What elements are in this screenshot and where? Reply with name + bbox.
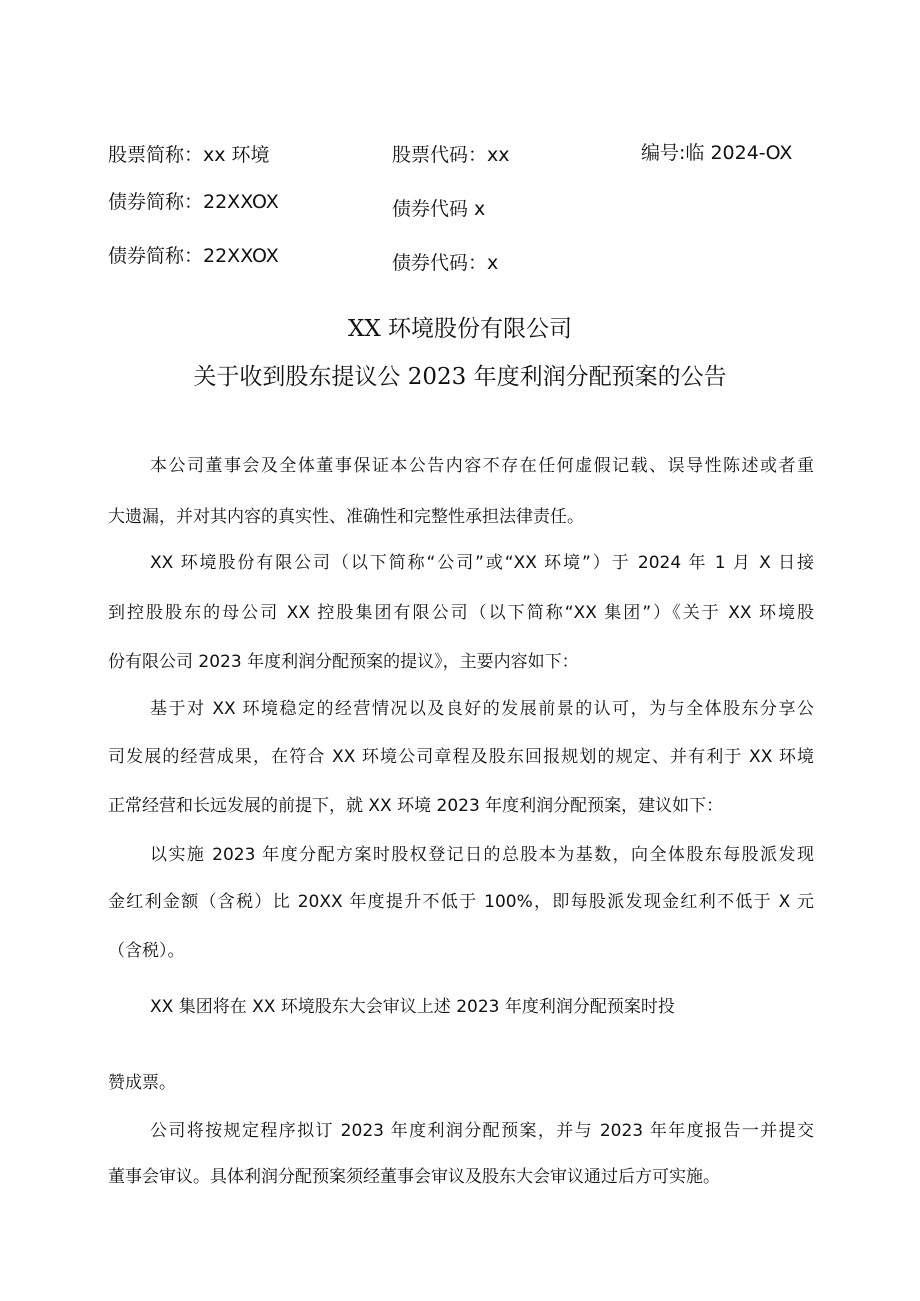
body-line-1: 本公司董事会及全体董事保证本公告内容不存在任何虚假记载、误导性陈述或者重 — [150, 456, 814, 476]
company-title: XX 环境股份有限公司 — [347, 316, 573, 342]
serial-number: 编号:临 2024-OX — [641, 142, 793, 164]
body-line-11: （含税）。 — [108, 941, 185, 961]
body-line-13: 赞成票。 — [108, 1073, 176, 1093]
body-line-6: 基于对 XX 环境稳定的经营情况以及良好的发展前景的认可，为与全体股东分享公 — [150, 699, 814, 719]
bond-short-name-2: 债券简称：22XXOX — [108, 245, 279, 267]
announcement-subject: 关于收到股东提议公 2023 年度利润分配预案的公告 — [193, 364, 727, 390]
body-line-4: 到控股股东的母公司 XX 控股集团有限公司（以下简称“XX 集团”）《关于 XX 环境股 — [108, 603, 814, 623]
body-line-7: 司发展的经营成果，在符合 XX 环境公司章程及股东回报规划的规定、并有利于 XX 环境 — [108, 747, 814, 767]
body-line-3: XX 环境股份有限公司（以下简称“公司”或“XX 环境”）于 2024 年 1 月 X 日接 — [150, 553, 814, 573]
body-line-2: 大遗漏，并对其内容的真实性、准确性和完整性承担法律责任。 — [108, 507, 584, 527]
bond-code-1: 债券代码 x — [392, 198, 486, 220]
body-line-12: XX 集团将在 XX 环境股东大会审议上述 2023 年度利润分配预案时投 — [150, 997, 675, 1017]
body-line-8: 正常经营和长远发展的前提下，就 XX 环境 2023 年度利润分配预案，建议如下： — [108, 796, 724, 816]
body-line-9: 以实施 2023 年度分配方案时股权登记日的总股本为基数，向全体股东每股派发现 — [150, 845, 814, 865]
stock-code: 股票代码：xx — [392, 144, 510, 166]
bond-short-name-1: 债券简称：22XXOX — [108, 191, 279, 213]
body-line-10: 金红利金额（含税）比 20XX 年度提升不低于 100%，即每股派发现金红利不低于 X 元 — [108, 892, 814, 912]
bond-code-2: 债券代码：x — [392, 252, 499, 274]
body-line-5: 份有限公司 2023 年度利润分配预案的提议》，主要内容如下： — [108, 652, 579, 672]
body-line-14: 公司将按规定程序拟订 2023 年度利润分配预案，并与 2023 年年度报告一并提交 — [150, 1121, 814, 1141]
body-line-15: 董事会审议。具体利润分配预案须经董事会审议及股东大会审议通过后方可实施。 — [108, 1167, 720, 1187]
stock-short-name: 股票简称：xx 环境 — [108, 144, 270, 166]
